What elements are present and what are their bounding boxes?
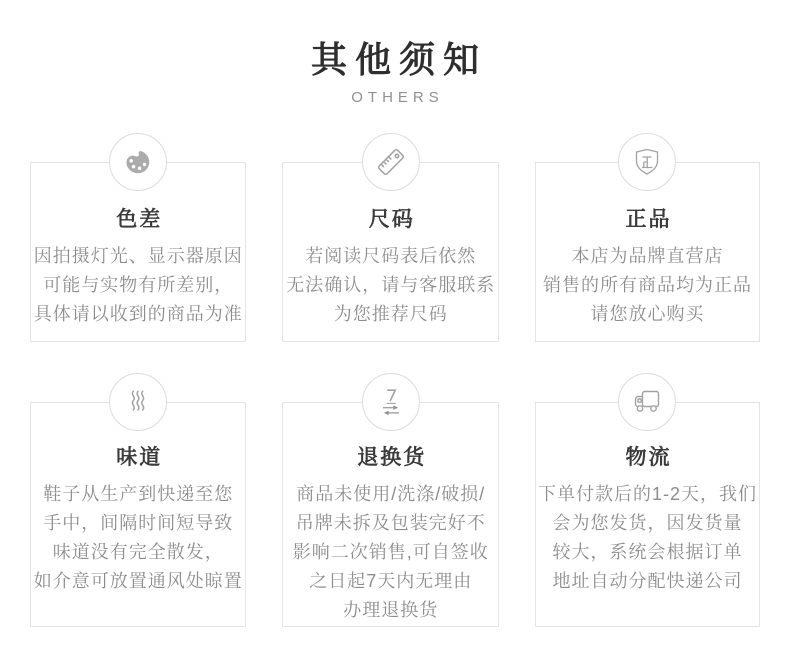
card-text-line: 影响二次销售,可自签收 xyxy=(292,541,489,562)
icon-circle xyxy=(362,133,420,191)
card-smell xyxy=(30,402,246,627)
card-body xyxy=(33,480,243,596)
card-title: 味道 xyxy=(116,445,163,469)
card-color-difference xyxy=(30,162,246,342)
ruler-icon xyxy=(373,144,409,180)
card-body xyxy=(285,480,496,625)
card-text-line: 会为您发货，因发货量 xyxy=(552,512,743,533)
card-sizing xyxy=(282,162,499,342)
card-text-line: 请您放心购买 xyxy=(590,303,705,324)
card-text-line: 本店为品牌直营店 xyxy=(571,245,724,266)
card-text-line: 办理退换货 xyxy=(343,599,439,620)
card-text-line: 之日起7天内无理由 xyxy=(309,570,473,591)
page-title: 其他须知 xyxy=(310,39,487,80)
card-text-line: 因拍摄灯光、显示器原因 xyxy=(33,245,243,266)
card-text-line: 地址自动分配快递公司 xyxy=(552,570,743,591)
card-authenticity xyxy=(535,162,760,342)
authentic-shield-icon xyxy=(631,146,663,178)
icon-circle xyxy=(618,373,676,431)
icon-circle xyxy=(618,133,676,191)
card-title: 退换货 xyxy=(357,445,427,469)
card-text-line: 具体请以收到的商品为准 xyxy=(33,303,243,324)
card-text-line: 若阅读尺码表后依然 xyxy=(305,245,477,266)
icon-circle xyxy=(362,373,420,431)
card-text-line: 商品未使用/洗涤/破损/ xyxy=(296,483,486,504)
card-title: 尺码 xyxy=(368,207,415,231)
card-text-line: 可能与实物有所差别， xyxy=(43,274,234,295)
delivery-truck-icon xyxy=(629,387,665,417)
card-text-line: 味道没有完全散发， xyxy=(52,541,224,562)
card-text-line: 销售的所有商品均为正品 xyxy=(542,274,752,295)
card-body xyxy=(285,242,496,329)
card-title: 正品 xyxy=(625,207,672,231)
card-body xyxy=(538,480,757,596)
card-body xyxy=(538,242,757,329)
icon-circle xyxy=(109,133,167,191)
card-text-line: 吊牌未拆及包装完好不 xyxy=(295,512,486,533)
card-text-line: 为您推荐尺码 xyxy=(333,303,448,324)
palette-icon xyxy=(123,147,153,177)
card-text-line: 无法确认，请与客服联系 xyxy=(286,274,496,295)
icon-circle xyxy=(109,373,167,431)
card-text-line: 如介意可放置通风处晾置 xyxy=(33,570,243,591)
card-returns xyxy=(282,402,499,627)
card-title: 色差 xyxy=(116,207,163,231)
card-text-line: 下单付款后的1-2天，我们 xyxy=(537,483,757,504)
section-header xyxy=(0,0,790,106)
notice-cards-grid xyxy=(0,162,790,627)
card-title: 物流 xyxy=(625,445,672,469)
page-subtitle: OTHERS xyxy=(351,88,444,106)
card-body xyxy=(33,242,243,329)
card-logistics xyxy=(535,402,760,627)
card-text-line: 鞋子从生产到快递至您 xyxy=(43,483,234,504)
card-text-line: 手中，间隔时间短导致 xyxy=(43,512,234,533)
smell-steam-icon xyxy=(123,387,153,417)
return-7days-icon xyxy=(374,385,408,419)
card-text-line: 较大，系统会根据订单 xyxy=(552,541,743,562)
